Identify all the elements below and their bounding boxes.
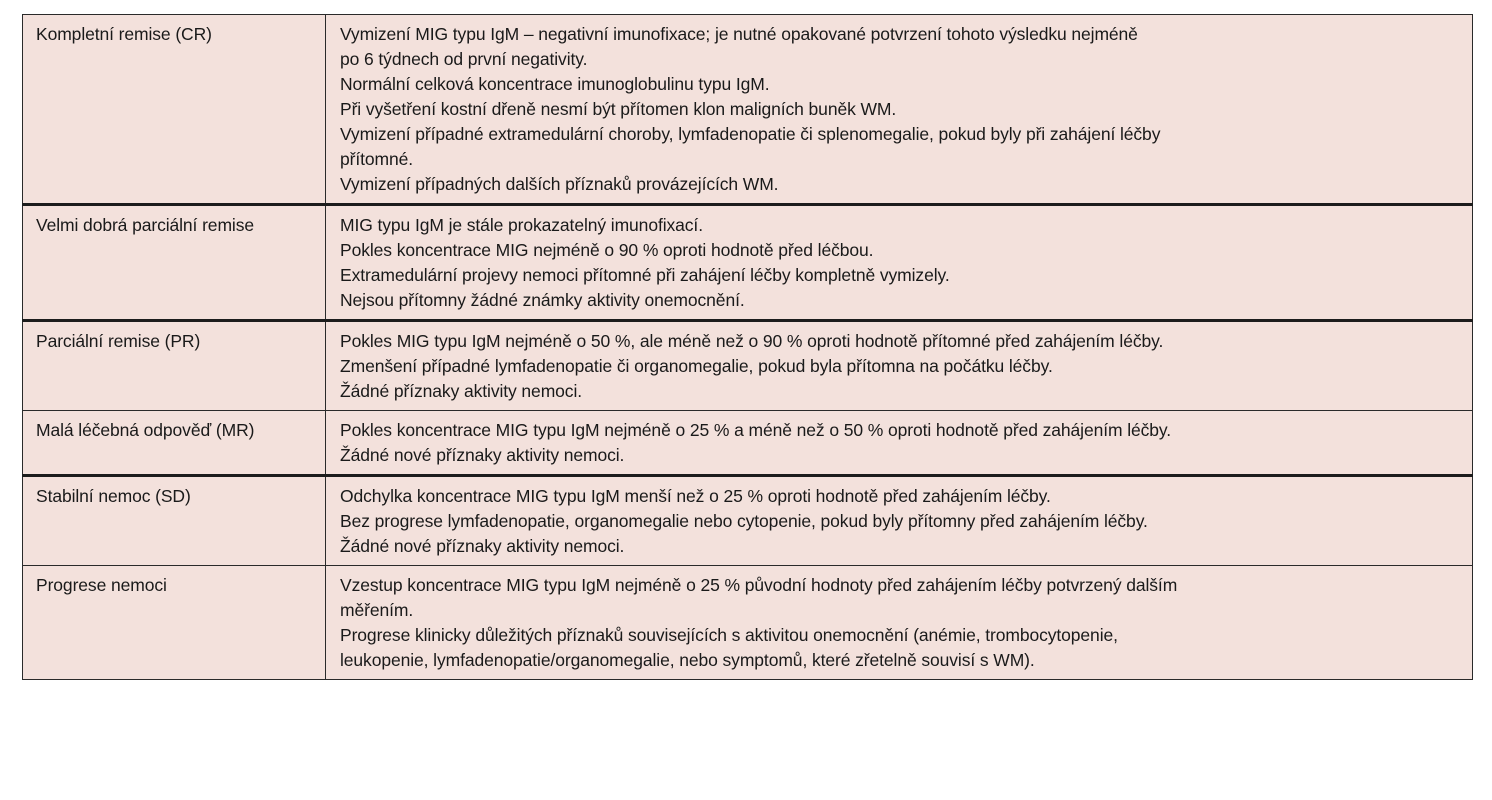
description-line: Žádné nové příznaky aktivity nemoci. <box>340 536 625 556</box>
description-line: Progrese klinicky důležitých příznaků souvisejících s aktivitou onemocnění (anémie, trombocytopenie, <box>340 625 1118 645</box>
category-cell: Progrese nemoci <box>23 566 326 680</box>
table-row-mr <box>23 411 1473 476</box>
description-line: přítomné. <box>340 149 414 169</box>
table-row-pd <box>23 566 1473 680</box>
description-cell <box>326 321 1473 411</box>
description-line: Bez progrese lymfadenopatie, organomegalie nebo cytopenie, pokud byly přítomny před zahájením léčby. <box>340 511 1148 531</box>
description-line: leukopenie, lymfadenopatie/organomegalie, nebo symptomů, které zřetelně souvisí s WM). <box>340 650 1035 670</box>
category-cell: Parciální remise (PR) <box>23 321 326 411</box>
response-criteria-table <box>22 14 1473 680</box>
description-line: MIG typu IgM je stále prokazatelný imunofixací. <box>340 215 703 235</box>
description-line: Nejsou přítomny žádné známky aktivity onemocnění. <box>340 290 745 310</box>
description-line: Žádné příznaky aktivity nemoci. <box>340 381 583 401</box>
description-cell <box>326 411 1473 476</box>
category-cell: Stabilní nemoc (SD) <box>23 476 326 566</box>
description-cell <box>326 15 1473 205</box>
description-line: Vymizení MIG typu IgM – negativní imunofixace; je nutné opakované potvrzení tohoto výsledku nejméně <box>340 24 1138 44</box>
description-cell <box>326 566 1473 680</box>
description-line: Při vyšetření kostní dřeně nesmí být přítomen klon maligních buněk WM. <box>340 99 897 119</box>
description-line: Zmenšení případné lymfadenopatie či organomegalie, pokud byla přítomna na počátku léčby. <box>340 356 1053 376</box>
description-line: Extramedulární projevy nemoci přítomné při zahájení léčby kompletně vymizely. <box>340 265 950 285</box>
description-line: Žádné nové příznaky aktivity nemoci. <box>340 445 625 465</box>
description-cell <box>326 476 1473 566</box>
description-line: Pokles MIG typu IgM nejméně o 50 %, ale méně než o 90 % oproti hodnotě přítomné před zahájením léčby. <box>340 331 1164 351</box>
table-row-sd <box>23 476 1473 566</box>
description-line: Normální celková koncentrace imunoglobulinu typu IgM. <box>340 74 770 94</box>
description-line: Pokles koncentrace MIG typu IgM nejméně o 25 % a méně než o 50 % oproti hodnotě před zahájením léčby. <box>340 420 1172 440</box>
category-cell: Kompletní remise (CR) <box>23 15 326 205</box>
table-row-vgpr <box>23 205 1473 321</box>
table-body <box>23 15 1473 680</box>
description-line: měřením. <box>340 600 414 620</box>
description-line: Pokles koncentrace MIG nejméně o 90 % oproti hodnotě před léčbou. <box>340 240 874 260</box>
description-line: po 6 týdnech od první negativity. <box>340 49 588 69</box>
description-line: Vymizení případných dalších příznaků provázejících WM. <box>340 174 779 194</box>
description-line: Odchylka koncentrace MIG typu IgM menší než o 25 % oproti hodnotě před zahájením léčby. <box>340 486 1051 506</box>
category-cell: Malá léčebná odpověď (MR) <box>23 411 326 476</box>
table-row-cr <box>23 15 1473 205</box>
description-line: Vzestup koncentrace MIG typu IgM nejméně o 25 % původní hodnoty před zahájením léčby potvrzený dalším <box>340 575 1178 595</box>
description-line: Vymizení případné extramedulární choroby, lymfadenopatie či splenomegalie, pokud byly při zahájení léčby <box>340 124 1161 144</box>
table-row-pr <box>23 321 1473 411</box>
description-cell <box>326 205 1473 321</box>
category-cell: Velmi dobrá parciální remise <box>23 205 326 321</box>
